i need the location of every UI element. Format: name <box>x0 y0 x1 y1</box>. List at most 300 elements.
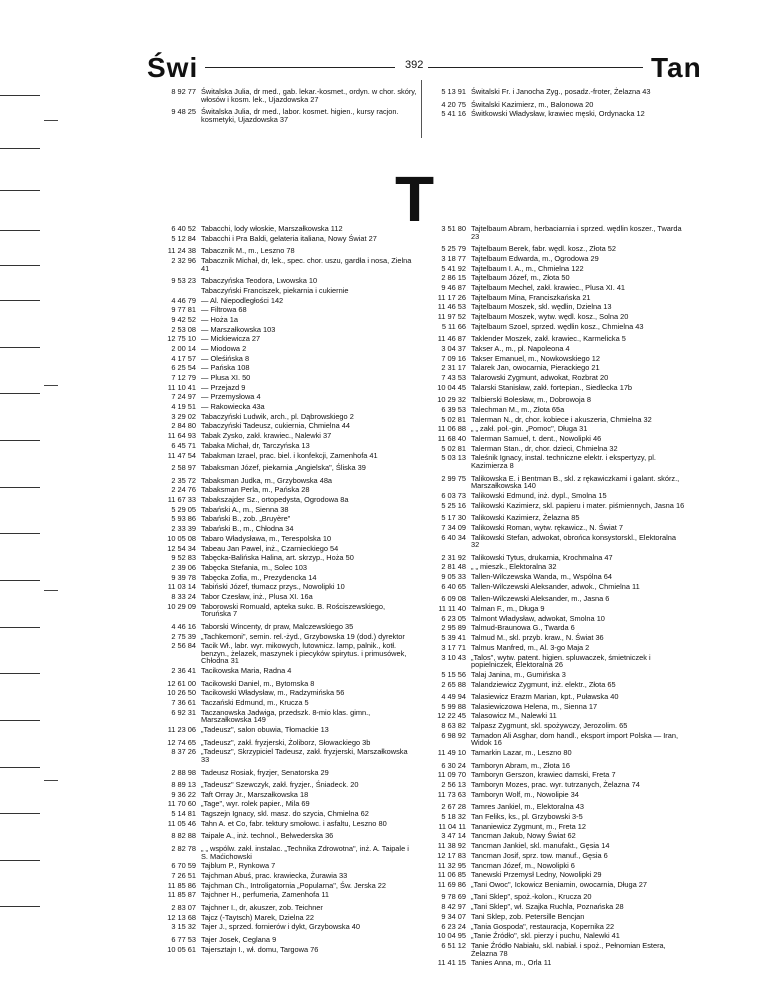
entry-text: Tallen-Wilczewski Aleksander, adwok., Chmielna 11 <box>471 581 640 591</box>
directory-entry <box>150 862 415 870</box>
entry-text: Talikowski Stefan, adwokat, obrońca konsystorskl., Elektoralna 32 <box>471 532 676 550</box>
entry-text: Talbierski Bolesław, m., Dobrowoja 8 <box>471 395 591 405</box>
directory-entry <box>420 284 685 292</box>
phone-number: 12 22 45 <box>437 711 466 721</box>
phone-number: 7 12 79 <box>171 373 196 383</box>
directory-entry <box>150 235 415 243</box>
directory-entry <box>420 384 685 392</box>
directory-entry <box>420 514 685 522</box>
entry-text: Tamadon Ali Asghar, dom handl., eksport import Polska — Iran, Widok 16 <box>471 730 679 748</box>
directory-entry <box>150 535 415 543</box>
phone-number: 2 31 17 <box>441 363 466 373</box>
directory-entry <box>420 416 685 424</box>
directory-entry <box>150 506 415 514</box>
entry-text: Tabański A., m., Sienna 38 <box>201 504 289 514</box>
entry-text: Tabaksman Perla, m., Pańska 28 <box>201 485 310 495</box>
directory-entry <box>420 573 685 581</box>
entry-text: Tabacznik M., m., Leszno 78 <box>201 246 295 256</box>
entry-text: Taczanowska Jadwiga, przedszk. 8-mio klas. gimn., Marszałkowska 149 <box>201 707 371 725</box>
directory-entry <box>420 345 685 353</box>
directory-entry <box>420 396 685 404</box>
phone-number: 11 11 40 <box>438 604 466 614</box>
phone-number: 6 40 52 <box>171 224 196 233</box>
phone-number: 6 98 92 <box>441 730 466 740</box>
entry-text: Talpasz Zygmunt, skl. spożywczy, Jerozolim. 65 <box>471 721 628 731</box>
directory-entry <box>150 946 415 954</box>
entry-text: — Oleśińska 8 <box>201 353 250 363</box>
phone-number: 5 99 88 <box>441 701 466 711</box>
entry-text: Talmont Władysław, adwokat, Smolna 10 <box>471 613 605 623</box>
phone-number: 11 97 52 <box>437 312 466 321</box>
entry-text: Tallen-Wilczewska Wanda, m., Wspólna 64 <box>471 572 613 582</box>
directory-entry <box>150 442 415 450</box>
phone-number: 3 18 77 <box>441 253 466 263</box>
entry-text: — Miodowa 2 <box>201 343 247 353</box>
entry-text: Talikowski Tytus, drukarnia, Krochmalna 47 <box>471 552 613 562</box>
directory-entry <box>420 852 685 860</box>
phone-number: 5 15 56 <box>441 669 466 679</box>
entry-text: Taft Orray Jr., Marszałkowska 18 <box>201 789 309 799</box>
entry-text: Tabaczyński Tadeusz, cukiernia, Chmielna 44 <box>201 421 350 431</box>
directory-entry <box>150 477 415 485</box>
entry-text: Tacikowski Władysław, m., Radzymińska 56 <box>201 688 345 698</box>
entry-text: Tajtelbaum Edwarda, m., Ogrodowa 29 <box>471 253 599 263</box>
entry-text: Taleśnik Ignacy, instal. techniczne elektr. i ekspertyzy, pl. Kazimierza 8 <box>471 453 656 471</box>
entry-text: — Marszałkowska 103 <box>201 324 276 334</box>
phone-number: 5 12 84 <box>171 233 196 243</box>
entry-text: Tanie Źródło Nabiału, skl. nabiał. i spoż., Pełnomian Estera, Żelazna 78 <box>471 940 666 958</box>
directory-entry <box>150 355 415 363</box>
phone-number: 11 69 86 <box>437 879 466 889</box>
phone-number: 3 51 80 <box>441 224 466 233</box>
entry-text: Tancman Josif, sprz. tow. manuf., Gęsia 6 <box>471 850 608 860</box>
entry-text: „Tania Gospoda", restauracja, Kopernika 22 <box>471 921 615 931</box>
phone-number: 9 52 83 <box>171 553 196 563</box>
phone-number: 6 30 24 <box>441 760 466 770</box>
entry-text: Tabacchi i Pra Baldi, gelateria italiana, Nowy Świat 27 <box>201 233 377 243</box>
phone-number: 5 14 81 <box>171 809 196 819</box>
directory-entry <box>150 936 415 944</box>
entry-text: Talikowski Kazimierz, skl. papieru i mater. piśmiennych, Jasna 16 <box>471 500 685 510</box>
phone-number: 7 36 61 <box>171 698 196 708</box>
directory-entry <box>420 871 685 879</box>
phone-number: 11 70 60 <box>167 799 196 809</box>
directory-entry <box>150 464 415 472</box>
entry-text: Tacikowska Maria, Radna 4 <box>201 666 292 676</box>
entry-text: Świtalski Kazimierz, m., Balonowa 20 <box>471 99 594 109</box>
phone-number: 11 73 63 <box>437 789 466 799</box>
right-column <box>420 225 685 969</box>
phone-number: 9 78 69 <box>441 892 466 902</box>
phone-number: 11 49 10 <box>437 748 466 758</box>
phone-number: 8 82 88 <box>171 831 196 841</box>
entry-text: Tamres Jankiel, m., Elektoralna 43 <box>471 802 584 812</box>
entry-text: Tajtelbaum Moszek, wytw. wędl. kosz., Solna 20 <box>471 312 629 321</box>
phone-number: 3 15 32 <box>171 922 196 932</box>
entry-text: Taklender Moszek, zakł. krawiec., Karmelicka 5 <box>471 334 626 344</box>
directory-entry <box>150 432 415 440</box>
entry-text: „Tage", wyr. rolek papier., Mila 69 <box>201 799 310 809</box>
directory-entry <box>150 422 415 430</box>
phone-number: 10 29 09 <box>167 601 196 611</box>
directory-entry <box>420 364 685 372</box>
phone-number: 4 20 75 <box>441 99 466 109</box>
directory-entry <box>150 393 415 401</box>
phone-number: 2 83 07 <box>171 902 196 912</box>
entry-text: Świtalski Fr. i Janocha Zyg., posadz.-froter, Żelazna 43 <box>471 87 651 96</box>
directory-entry <box>420 781 685 789</box>
phone-number: 2 84 80 <box>171 421 196 431</box>
entry-text: „Tadeusz", Skrzypiciel Tadeusz, zakł. fryzjerski, Marszałkowska 33 <box>201 747 408 764</box>
phone-number: 6 03 73 <box>441 490 466 500</box>
phone-number: 11 05 46 <box>167 818 196 828</box>
directory-entry <box>150 364 415 372</box>
directory-entry <box>150 832 415 840</box>
header-rule-left <box>205 67 395 68</box>
entry-text: Tabaczyński Franciszek, piekarnia i cukiernie <box>201 285 349 295</box>
phone-number: 6 09 08 <box>441 594 466 604</box>
phone-number: 11 41 15 <box>437 958 466 968</box>
entry-text: Tagszejn Ignacy, skl. masz. do szycia, Chmielna 62 <box>201 809 369 819</box>
phone-number: 6 23 24 <box>441 921 466 931</box>
entry-text: Tabaczyńska Teodora, Lwowska 10 <box>201 276 318 286</box>
directory-entry <box>150 689 415 697</box>
entry-text: Tanewski Przemysł Ledny, Nowolipki 29 <box>471 870 602 880</box>
entry-text: Tabęcka Stefania, m., Solec 103 <box>201 562 307 572</box>
phone-number: 11 04 11 <box>438 821 466 831</box>
phone-number: 7 43 53 <box>441 373 466 383</box>
directory-entry <box>150 515 415 523</box>
directory-entry <box>150 384 415 392</box>
entry-text: „Talos", wytw. patent. higien. spluwaczek, śmietniczek i popielniczek, Elektoralna 26 <box>471 652 651 670</box>
phone-number: 6 45 71 <box>171 440 196 450</box>
phone-number: 2 56 84 <box>171 641 196 651</box>
directory-entry <box>420 762 685 770</box>
phone-number: 5 17 30 <box>441 513 466 523</box>
directory-entry <box>420 492 685 500</box>
entry-text: Talmud-Braunowa G., Twarda 6 <box>471 623 575 633</box>
entry-text: Tacik Wł., labr. wyr. mikowych, lutownicz. lamp, palnik., kotł. benzyn., żelazek, maszynek i piecyków spirytus. i primusówek, Chłodna 31 <box>201 641 407 666</box>
directory-entry <box>150 496 415 504</box>
entry-text: — Plusa XI. 50 <box>201 373 251 383</box>
entry-text: — Pańska 108 <box>201 363 250 373</box>
entry-text: Talerman N., dr, chor. kobiece i akuszeria, Chmielna 32 <box>471 414 652 424</box>
directory-entry <box>420 681 685 689</box>
entry-text: Taipale A., inż. technol., Belwederska 36 <box>201 831 334 841</box>
phone-number: 6 77 53 <box>171 934 196 944</box>
entry-text: Tani Sklep, zob. Petersille Bencjan <box>471 911 585 921</box>
phone-number: 5 39 41 <box>441 633 466 643</box>
directory-entry <box>420 862 685 870</box>
directory-entry <box>150 297 415 305</box>
entry-text: Talikowski Roman, wytw. rękawicz., N. Świat 7 <box>471 522 623 532</box>
phone-number: 5 29 05 <box>171 504 196 514</box>
phone-number: 5 03 13 <box>441 453 466 463</box>
phone-number: 11 09 70 <box>437 770 466 780</box>
entry-text: Tajtelbaum Mechel, zakł. krawiec., Plusa XI. 41 <box>471 282 626 292</box>
phone-number: 11 47 54 <box>167 450 196 460</box>
entry-text: Taborski Wincenty, dr praw, Malczewskiego 35 <box>201 621 354 631</box>
directory-entry <box>420 959 685 967</box>
phone-number: 3 04 37 <box>441 343 466 353</box>
directory-entry <box>420 803 685 811</box>
entry-text: Talandziewicz Zygmunt, inż. elektr., Złota 65 <box>471 679 616 689</box>
directory-entry <box>150 739 415 747</box>
entry-text: Tabaksman Józef, piekarnia „Angielska", Śliska 39 <box>201 463 366 473</box>
entry-text: „ „ mieszk., Elektoralna 32 <box>471 562 557 572</box>
entry-text: Tadeusz Rosiak, fryzjer, Senatorska 29 <box>201 767 329 777</box>
entry-text: Tajblum P., Rynkowa 7 <box>201 861 276 871</box>
directory-entry <box>420 595 685 603</box>
entry-text: Tabaksman Judka, m., Grzybowska 48a <box>201 475 333 485</box>
directory-entry <box>150 486 415 494</box>
phone-number: 12 74 65 <box>167 737 196 747</box>
phone-number: 3 29 02 <box>171 411 196 421</box>
phone-number: 11 17 26 <box>437 292 466 302</box>
phone-number: 5 13 91 <box>441 87 466 96</box>
scan-margin <box>0 0 70 994</box>
phone-number: 4 17 57 <box>171 353 196 363</box>
entry-text: Tamarkin Lazar, m., Leszno 80 <box>471 748 572 758</box>
phone-number: 3 47 14 <box>441 831 466 841</box>
entry-text: Tabor Czesław, inż., Plusa XI. 16a <box>201 591 313 601</box>
phone-number: 5 25 79 <box>441 244 466 254</box>
phone-number: 2 39 06 <box>171 562 196 572</box>
directory-entry <box>150 247 415 255</box>
entry-text: „Tani Sklep", wł. Szajka Ruchla, Poznańska 28 <box>471 902 624 912</box>
entry-text: Taborowski Romuald, apteka sukc. B. Rościszewskiego, Toruńska 7 <box>201 601 386 619</box>
directory-entry <box>420 335 685 343</box>
entry-text: — Przejazd 9 <box>201 382 246 392</box>
phone-number: 5 41 16 <box>441 109 466 119</box>
entry-text: Tajtelbaum Mina, Franciszkańska 21 <box>471 292 591 302</box>
phone-number: 9 39 78 <box>171 572 196 582</box>
directory-entry <box>150 525 415 533</box>
phone-number: 2 58 97 <box>171 463 196 473</box>
phone-number: 9 77 81 <box>171 305 196 315</box>
phone-number: 11 85 86 <box>167 880 196 890</box>
entry-text: Tancman Jankiel, skl. manufakt., Gęsia 14 <box>471 841 610 851</box>
entry-text: Tancman Józef, m., Nowolipki 6 <box>471 860 575 870</box>
directory-entry <box>150 583 415 591</box>
entry-text: Tamboryn Abram, m., Złota 16 <box>471 760 570 770</box>
phone-number: 6 70 59 <box>171 861 196 871</box>
directory-entry <box>420 712 685 720</box>
phone-number: 10 04 45 <box>437 382 466 392</box>
entry-text: Tabacchi, lody włoskie, Marszałkowska 112 <box>201 224 343 233</box>
entry-text: Tanies Anna, m., Orla 11 <box>471 958 552 968</box>
phone-number: 9 42 52 <box>171 314 196 324</box>
directory-entry <box>150 748 415 763</box>
directory-entry <box>150 820 415 828</box>
directory-entry <box>150 277 415 285</box>
entry-text: Taczański Edmund, m., Krucza 5 <box>201 698 309 708</box>
directory-entry <box>420 913 685 921</box>
directory-entry <box>420 703 685 711</box>
directory-entry <box>150 845 415 860</box>
directory-entry <box>150 667 415 675</box>
phone-number: 2 88 98 <box>171 767 196 777</box>
directory-entry <box>420 749 685 757</box>
phone-number: 9 53 23 <box>171 276 196 286</box>
phone-number: 2 95 89 <box>441 623 466 633</box>
entry-text: Talarowski Zygmunt, adwokat, Rozbrat 20 <box>471 373 609 383</box>
phone-number: 10 05 08 <box>167 533 196 543</box>
running-head-right: Tan <box>651 52 702 83</box>
phone-number: 2 24 76 <box>171 485 196 495</box>
entry-text: Talikowski Kazimierz, Żelazna 85 <box>471 513 580 523</box>
entry-text: „Tanie Źródło", skl. pierzy i puchu, Nalewki 41 <box>471 931 620 941</box>
entry-text: Tahn A. et Co, fabr. tektury smołowc. i asfaltu, Leszno 80 <box>201 818 387 828</box>
phone-number: 6 40 34 <box>441 532 466 542</box>
entry-text: Tajtelbaum Szoel, sprzed. wędlin kosz., Chmielna 43 <box>471 321 644 331</box>
directory-entry <box>420 693 685 701</box>
directory-entry <box>150 699 415 707</box>
phone-number: 11 64 93 <box>167 431 196 441</box>
phone-number: 12 61 00 <box>167 678 196 688</box>
entry-text: Talmud M., skl. przyb. kraw., N. Świat 36 <box>471 633 604 643</box>
phone-number: 4 46 79 <box>171 295 196 305</box>
phone-number: 4 46 16 <box>171 621 196 631</box>
entry-text: Tamboryn Mozes, prac. wyr. tutrzanych, Żelazna 74 <box>471 780 640 790</box>
entry-text: Tabaczyński Ludwik, arch., pl. Dąbrowskiego 2 <box>201 411 354 421</box>
directory-entry <box>420 671 685 679</box>
directory-entry <box>420 454 685 469</box>
entry-text: Tamboryn Wolf, m., Nowolipie 34 <box>471 789 579 799</box>
directory-entry <box>420 425 685 433</box>
directory-entry <box>420 932 685 940</box>
directory-entry <box>150 891 415 899</box>
entry-text: Tallen-Wilczewski Aleksander, m., Jasna 6 <box>471 594 610 604</box>
phone-number: 6 51 12 <box>441 940 466 950</box>
directory-entry <box>420 534 685 549</box>
directory-entry <box>420 406 685 414</box>
directory-entry <box>420 881 685 889</box>
entry-text: Tabęcka-Balińska Halina, art. skrzyp., Hoża 50 <box>201 553 354 563</box>
phone-number: 2 75 39 <box>171 631 196 641</box>
entry-text: Tabakman Izrael, prac. biel. i konfekcji, Zamenhofa 41 <box>201 450 378 460</box>
phone-number: 5 02 81 <box>441 414 466 424</box>
entry-text: Świtalska Julia, dr med., gab. lekar.-kosmet., ordyn. w chor. skóry, włosów i kosm. lek., Ujazdowska 27 <box>201 87 417 104</box>
directory-entry <box>420 502 685 510</box>
phone-number: 12 54 34 <box>167 543 196 553</box>
directory-entry <box>420 101 700 109</box>
directory-entry <box>420 225 685 240</box>
phone-number: 11 10 41 <box>167 382 196 392</box>
directory-entry <box>420 634 685 642</box>
directory-entry <box>150 642 415 665</box>
directory-entry <box>420 942 685 957</box>
directory-entry <box>420 110 700 118</box>
directory-entry <box>420 893 685 901</box>
entry-text: Tajtelbaum I. A., m., Chmielna 122 <box>471 263 584 273</box>
entry-text: Tabański B., m., Chłodna 34 <box>201 524 294 534</box>
directory-entry <box>150 257 415 272</box>
directory-entry <box>420 823 685 831</box>
entry-text: Talasowicz M., Nalewki 11 <box>471 711 557 721</box>
directory-entry <box>150 904 415 912</box>
phone-number: 7 34 09 <box>441 522 466 532</box>
entry-text: Talasiewicz Erazm Marian, kpt., Puławska 40 <box>471 692 619 702</box>
phone-number: 10 26 50 <box>167 688 196 698</box>
phone-number: 2 86 15 <box>441 273 466 283</box>
directory-entry <box>420 771 685 779</box>
directory-entry <box>420 842 685 850</box>
phone-number: 8 42 97 <box>441 902 466 912</box>
phone-number: 11 24 38 <box>167 246 196 256</box>
directory-entry <box>150 593 415 601</box>
entry-text: Tabacznik Michał, dr, lek., spec. chor. uszu, gardła i nosa, Zielna 41 <box>201 255 412 273</box>
directory-entry <box>150 564 415 572</box>
entry-text: — Przemysłowa 4 <box>201 392 261 402</box>
phone-number: 11 32 95 <box>437 860 466 870</box>
phone-number: 2 32 96 <box>171 255 196 265</box>
directory-entry <box>150 316 415 324</box>
entry-text: — Hoża 1a <box>201 314 238 324</box>
entry-text: „Tani Owoc", Ickowicz Beniamin, owocarnia, Długa 27 <box>471 879 647 889</box>
top-left-entries <box>150 88 420 125</box>
phone-number: 5 11 66 <box>441 321 466 331</box>
entry-text: „Tadeusz" Szewczyk, zakł. fryzjer., Śniadeck. 20 <box>201 780 359 790</box>
directory-entry <box>420 654 685 669</box>
directory-entry <box>150 287 415 295</box>
entry-text: „Tachkemoni", semin. rel.-żyd., Grzybowska 19 (dod.) dyrektor <box>201 631 405 641</box>
phone-number: 11 68 40 <box>437 434 466 444</box>
phone-number: 7 26 51 <box>171 871 196 880</box>
directory-entry <box>150 726 415 734</box>
directory-entry <box>420 554 685 562</box>
phone-number: 8 89 13 <box>171 780 196 790</box>
directory-entry <box>420 374 685 382</box>
phone-number: 2 35 72 <box>171 475 196 485</box>
phone-number: 11 06 85 <box>437 870 466 880</box>
entry-text: Tabański B., zob. „Bruyère" <box>201 514 291 524</box>
phone-number: 5 18 32 <box>441 812 466 822</box>
directory-entry <box>420 624 685 632</box>
entry-text: Talerman Samuel, t. dent., Nowolipki 46 <box>471 434 602 444</box>
directory-entry <box>420 791 685 799</box>
page-number: 392 <box>405 59 424 71</box>
phone-number: 8 63 82 <box>441 721 466 731</box>
directory-entry <box>420 813 685 821</box>
phone-number: 6 40 65 <box>441 581 466 591</box>
directory-entry <box>150 345 415 353</box>
phone-number: 5 41 92 <box>441 263 466 273</box>
phone-number: 11 38 92 <box>437 841 466 851</box>
entry-text: Tajchner I., dr, akuszer, zob. Teichner <box>201 902 323 912</box>
directory-entry <box>150 680 415 688</box>
phone-number: 9 34 07 <box>441 911 466 921</box>
entry-text: Talmus Manfred, m., Al. 3-go Maja 2 <box>471 642 590 652</box>
directory-entry <box>150 810 415 818</box>
directory-entry <box>420 732 685 747</box>
entry-text: Tajersztajn I., wł. domu, Targowa 76 <box>201 944 319 954</box>
directory-entry <box>150 623 415 631</box>
entry-text: Talikowska E. i Bentman B., skl. z rękawiczkami i galant. skórz., Marszałkowska 140 <box>471 473 680 491</box>
top-right-entries <box>420 88 700 120</box>
phone-number: 4 49 94 <box>441 692 466 702</box>
directory-entry <box>420 722 685 730</box>
phone-number: 11 46 53 <box>437 302 466 312</box>
phone-number: 2 65 88 <box>441 679 466 689</box>
directory-entry <box>150 326 415 334</box>
directory-entry <box>420 524 685 532</box>
entry-text: Tacikowski Daniel, m., Bytomska 8 <box>201 678 315 688</box>
directory-entry <box>150 403 415 411</box>
phone-number: 7 09 16 <box>441 353 466 363</box>
phone-number: 2 81 48 <box>441 562 466 572</box>
left-column <box>150 225 415 955</box>
